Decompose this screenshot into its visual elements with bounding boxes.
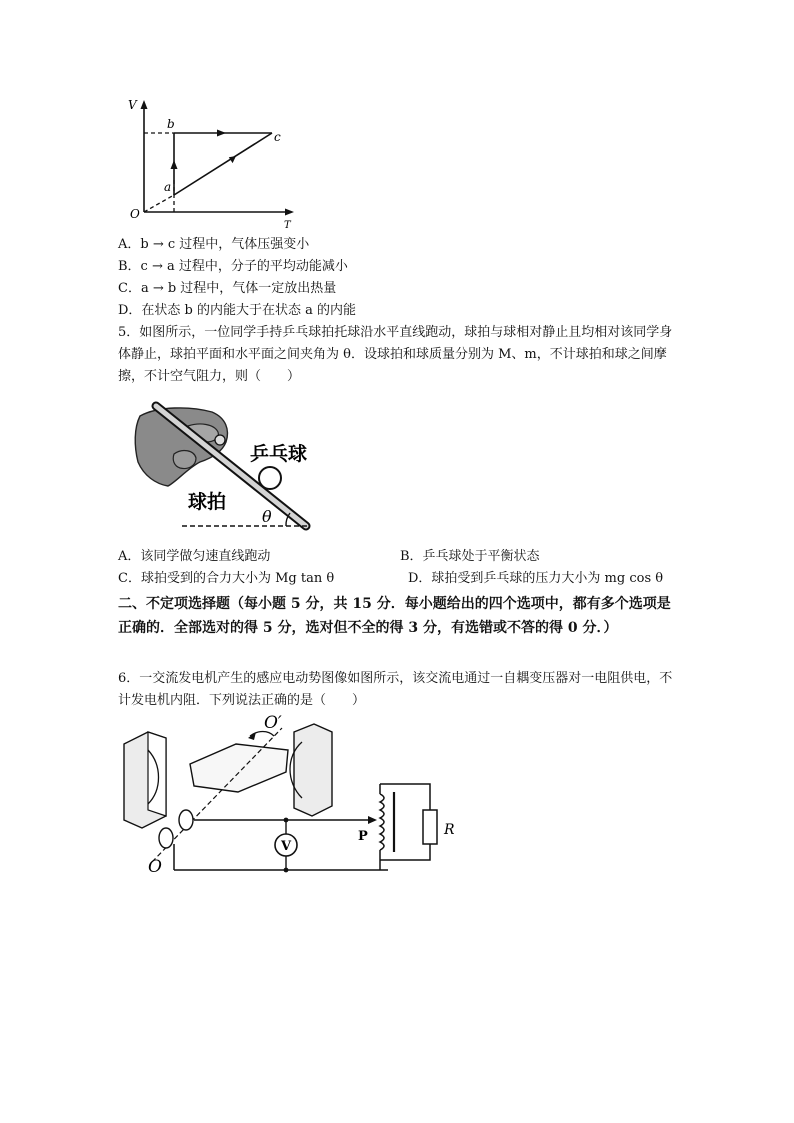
v-axis-arrow (141, 100, 148, 109)
q4-option-d: D．在状态 b 的内能大于在状态 a 的内能 (118, 303, 357, 318)
resistor-wire-top (380, 784, 430, 810)
angle-label: θ (262, 507, 272, 526)
q5-option-d: D．球拍受到乒乓球的压力大小为 mg cos θ (408, 571, 664, 586)
vt-graph (112, 96, 302, 232)
axis-bottom-label: O (148, 857, 162, 877)
slider-label: P (358, 829, 368, 844)
left-magnet-face (148, 732, 166, 816)
q5-option-b: B．乒乓球处于平衡状态 (400, 549, 540, 564)
q4-option-c: C．a → b 过程中，气体一定放出热量 (118, 281, 337, 296)
resistor-label: R (444, 822, 455, 838)
transformer-coil (380, 794, 384, 850)
q5-option-c: C．球拍受到的合力大小为 Mg tan θ (118, 571, 335, 586)
racket-label: 球拍 (188, 491, 227, 513)
section2-heading: 二、不定项选择题（每小题 5 分，共 15 分．每小题给出的四个选项中，都有多个选项是正确的．全部选对的得 5 分，选对但不全的得 3 分，有选错或不答的得 0 分．） (118, 596, 671, 636)
point-a-label: a (164, 180, 172, 194)
q5-option-a: A．该同学做匀速直线跑动 (118, 549, 271, 564)
origin-dashed-line (144, 195, 174, 212)
ball-label: 乒乓球 (250, 443, 308, 465)
junction-bottom (284, 868, 289, 873)
coil-plane (190, 744, 288, 792)
process-c-a (174, 133, 272, 195)
generator-circuit-figure (118, 710, 468, 880)
right-magnet (294, 724, 332, 816)
rotation-arrow-head (248, 732, 256, 740)
slider-arrow (368, 816, 377, 824)
arrow-b-c (217, 130, 226, 137)
point-c-label: c (274, 130, 281, 144)
ping-pong-ball (259, 467, 281, 489)
v-axis-label: V (128, 98, 137, 112)
arrow-a-b (171, 160, 178, 169)
axis-top-label: O′ (264, 713, 282, 733)
grip-knob (215, 435, 225, 445)
slip-ring-2 (159, 828, 173, 848)
q4-option-b: B．c → a 过程中，分子的平均动能减小 (118, 259, 348, 274)
t-axis-label: T (284, 220, 291, 231)
q6-stem: 6．一交流发电机产生的感应电动势图像如图所示，该交流电通过一自耦变压器对一电阻供电，不计发电机内阻．下列说法正确的是（ ） (118, 671, 673, 708)
slip-ring-1 (179, 810, 193, 830)
resistor (423, 810, 437, 844)
racket-figure (130, 396, 340, 536)
thumb-shape (173, 451, 196, 469)
t-axis-arrow (285, 209, 294, 216)
junction-top (284, 818, 289, 823)
q4-option-a: A．b → c 过程中，气体压强变小 (118, 237, 310, 252)
voltmeter-label: V (281, 839, 292, 854)
resistor-wire-bottom (380, 844, 430, 860)
q5-stem: 5．如图所示，一位同学手持乒乓球拍托球沿水平直线跑动，球拍与球相对静止且均相对该同学身体静止，球拍平面和水平面之间夹角为 θ．设球拍和球质量分别为 M、m，不计球拍和球之间摩擦，不计空气阻力，则（ ） (118, 325, 673, 384)
origin-label: O (130, 207, 140, 221)
point-b-label: b (167, 117, 175, 131)
